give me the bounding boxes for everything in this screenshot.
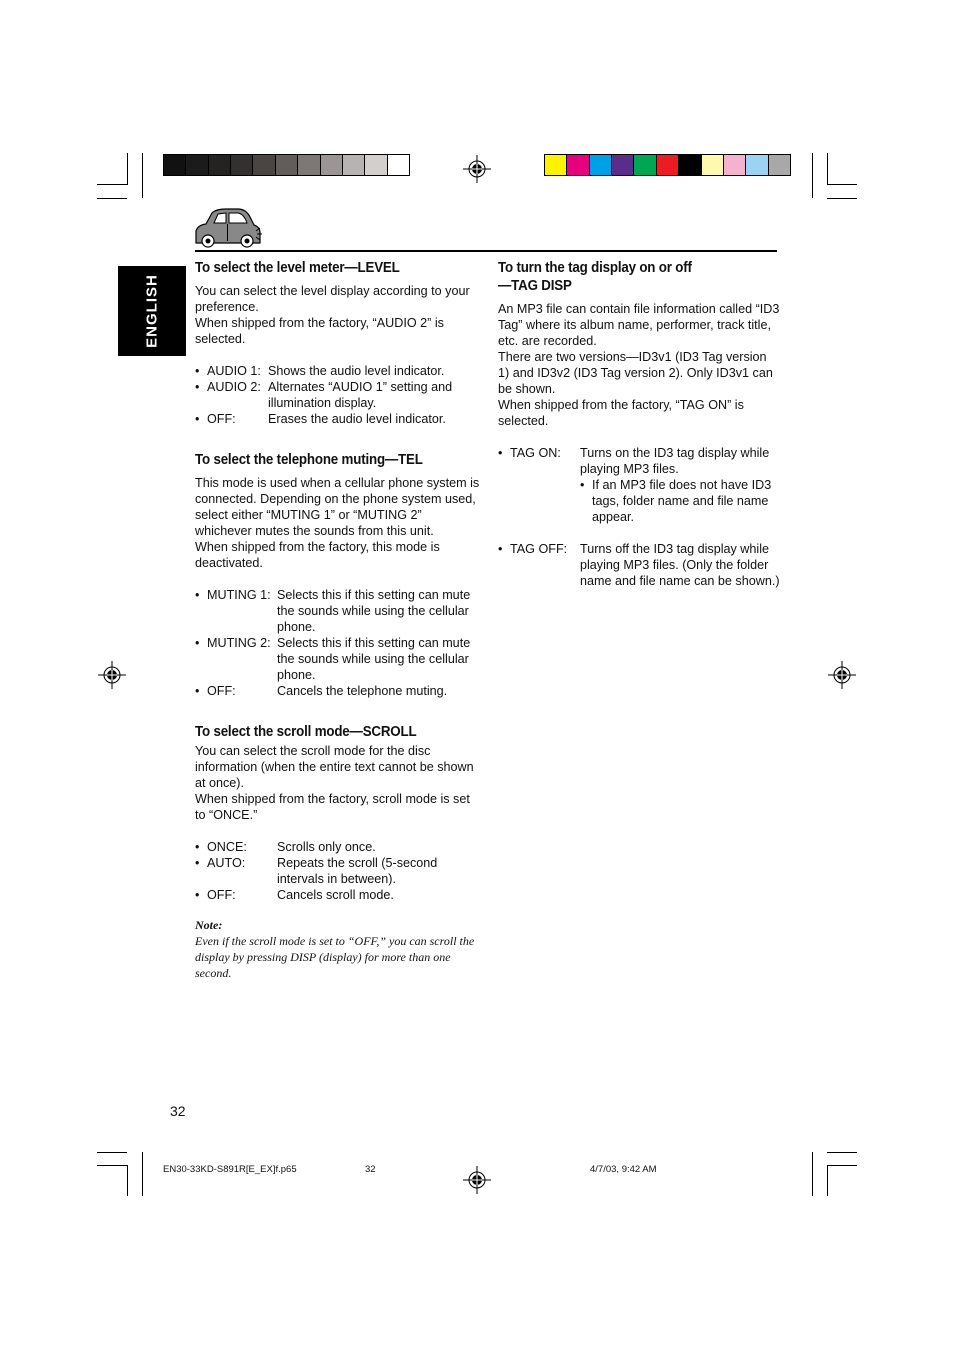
crop-mark: [97, 184, 127, 185]
color-swatch: [365, 155, 387, 175]
process-color-bar: [544, 154, 791, 176]
crop-mark: [827, 198, 857, 199]
right-column: [498, 259, 780, 589]
color-swatch: [388, 155, 409, 175]
left-column: [195, 259, 480, 981]
color-swatch: [545, 155, 567, 175]
registration-mark-icon: [828, 661, 856, 689]
list-item: • OFF: Cancels the telephone muting.: [195, 684, 448, 698]
header-rule: [195, 250, 777, 252]
level-heading: To select the level meter—LEVEL: [195, 260, 400, 276]
crop-mark: [827, 153, 828, 185]
color-swatch: [634, 155, 656, 175]
tel-paragraph: This mode is used when a cellular phone system is connected. Depending on the phone system used, select either “MUTING 1” or “MUTING 2” whichever mutes the sounds from this unit.: [195, 476, 480, 538]
note-text: Even if the scroll mode is set to “OFF,” you can scroll the display by pressing DISP (display) for more than one second.: [195, 934, 475, 980]
crop-mark: [97, 198, 127, 199]
list-item: • TAG OFF: Turns off the ID3 tag display while playing MP3 files. (Only the folder name and file name can be shown.): [498, 542, 780, 588]
list-item: • MUTING 1: Selects this if this setting can mute the sounds while using the cellular phone.: [195, 588, 471, 634]
scroll-heading: To select the scroll mode—SCROLL: [195, 724, 417, 740]
scroll-options: [195, 839, 480, 903]
color-swatch: [343, 155, 365, 175]
tag-paragraph: There are two versions—ID3v1 (ID3 Tag version 1) and ID3v2 (ID3 Tag version 2). Only ID3v1 can be shown.: [498, 350, 773, 396]
color-swatch: [298, 155, 320, 175]
page-number: 32: [170, 1103, 186, 1119]
tag-on-subnote: If an MP3 file does not have ID3 tags, folder name and file name appear.: [592, 478, 772, 524]
color-swatch: [702, 155, 724, 175]
tag-paragraph: An MP3 file can contain file information called “ID3 Tag” where its album name, performer, track title, etc. are recorded.: [498, 302, 780, 348]
registration-mark-icon: [463, 155, 491, 183]
color-swatch: [612, 155, 634, 175]
crop-mark: [142, 153, 143, 198]
tel-paragraph: When shipped from the factory, this mode is deactivated.: [195, 540, 440, 570]
crop-mark: [127, 153, 128, 185]
list-item: • AUDIO 1: Shows the audio level indicator.: [195, 364, 445, 378]
footer-date: 4/7/03, 9:42 AM: [590, 1164, 657, 1175]
list-item: • OFF: Cancels scroll mode.: [195, 888, 394, 902]
crop-mark: [142, 1152, 143, 1196]
list-item: • AUTO: Repeats the scroll (5-second intervals in between).: [195, 856, 438, 886]
level-paragraph: When shipped from the factory, “AUDIO 2” is selected.: [195, 316, 444, 346]
color-swatch: [724, 155, 746, 175]
color-swatch: [590, 155, 612, 175]
list-item: • OFF: Erases the audio level indicator.: [195, 412, 446, 426]
list-item: • AUDIO 2: Alternates “AUDIO 1” setting and illumination display.: [195, 380, 453, 410]
color-swatch: [231, 155, 253, 175]
color-swatch: [253, 155, 275, 175]
note-heading: Note:: [195, 918, 223, 932]
footer-file: EN30-33KD-S891R[E_EX]f.p65: [163, 1164, 297, 1175]
list-item: • MUTING 2: Selects this if this setting can mute the sounds while using the cellular phone.: [195, 636, 471, 682]
crop-mark: [812, 153, 813, 198]
level-paragraph: You can select the level display according to your preference.: [195, 284, 470, 314]
crop-mark: [97, 1165, 127, 1166]
crop-mark: [812, 1152, 813, 1196]
crop-mark: [827, 1152, 857, 1153]
color-swatch: [276, 155, 298, 175]
color-swatch: [164, 155, 186, 175]
list-item: • ONCE: Scrolls only once.: [195, 840, 376, 854]
crop-mark: [827, 1165, 828, 1196]
tag-heading: To turn the tag display on or off —TAG DISP: [498, 260, 692, 294]
color-swatch: [567, 155, 589, 175]
level-options: [195, 363, 480, 427]
tel-heading: To select the telephone muting—TEL: [195, 452, 423, 468]
color-swatch: [321, 155, 343, 175]
list-item: • TAG ON: Turns on the ID3 tag display while playing MP3 files. • If an MP3 file does not have ID3 tags, folder name and file name appear.: [498, 445, 780, 525]
crop-mark: [97, 1152, 127, 1153]
tag-options: [498, 445, 780, 589]
tag-paragraph: When shipped from the factory, “TAG ON” is selected.: [498, 398, 744, 428]
car-icon: [192, 207, 264, 249]
crop-mark: [827, 1165, 857, 1166]
gray-color-bar: [163, 154, 410, 176]
crop-mark: [127, 1165, 128, 1196]
color-swatch: [209, 155, 231, 175]
registration-mark-icon: [98, 661, 126, 689]
language-tab-label: ENGLISH: [143, 274, 161, 348]
color-swatch: [657, 155, 679, 175]
color-swatch: [679, 155, 701, 175]
color-swatch: [746, 155, 768, 175]
registration-mark-icon: [463, 1166, 491, 1194]
color-swatch: [186, 155, 208, 175]
tel-options: [195, 587, 480, 699]
language-tab: [118, 266, 186, 356]
scroll-paragraph: You can select the scroll mode for the disc information (when the entire text cannot be shown at once).: [195, 744, 474, 790]
footer-page: 32: [365, 1164, 376, 1175]
color-swatch: [769, 155, 790, 175]
scroll-paragraph: When shipped from the factory, scroll mode is set to “ONCE.”: [195, 792, 470, 822]
crop-mark: [827, 184, 857, 185]
